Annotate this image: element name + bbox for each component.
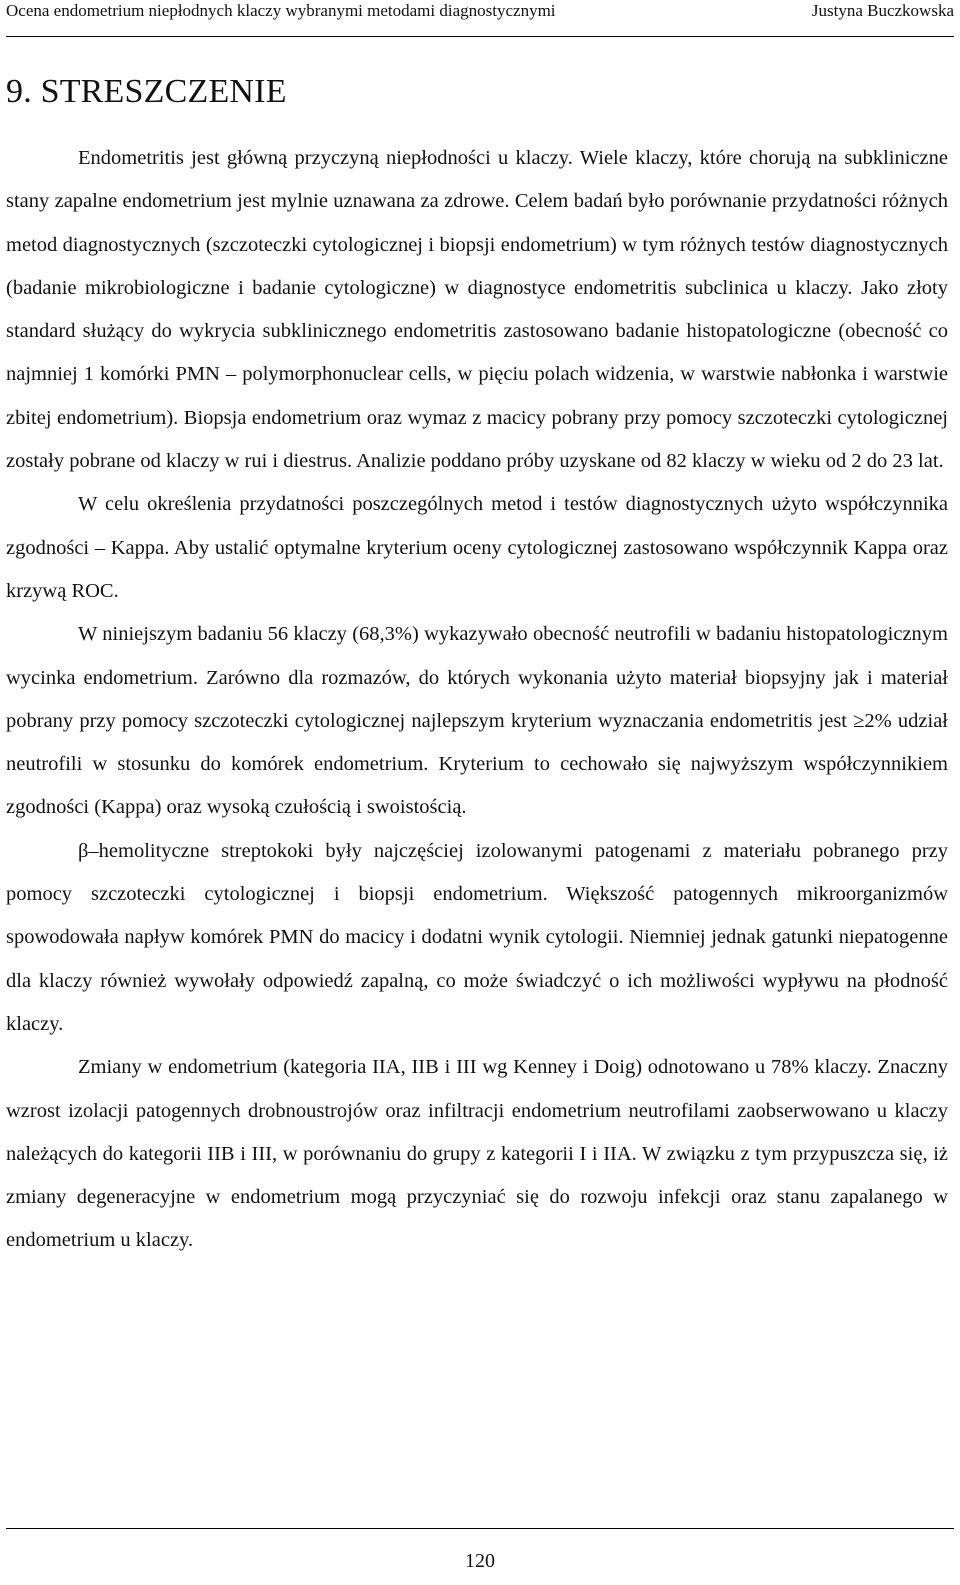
paragraph-4: β–hemolityczne streptokoki były najczęściej izolowanymi patogenami z materiału pobranego przy pomocy szczoteczki cytologicznej i biopsji endometrium. Większość patogennych mikroorganizmów spowodowała napływ komórek PMN do macicy i dodatni wynik cytologii. Niemniej jednak gatunki niepatogenne dla klaczy również wywołały odpowiedź zapalną, co może świadczyć o ich możliwości wypływu na płodność klaczy.	[6, 839, 948, 1035]
paragraph-1: Endometritis jest główną przyczyną niepłodności u klaczy. Wiele klaczy, które chorują na subkliniczne stany zapalne endometrium jest mylnie uznawana za zdrowe. Celem badań było porównanie przydatności różnych metod diagnostycznych (szczoteczki cytologicznej i biopsji endometrium) w tym różnych testów diagnostycznych (badanie mikrobiologiczne i badanie cytologiczne) w diagnostyce endometritis subclinica u klaczy. Jako złoty standard służący do wykrycia subklinicznego endometritis zastosowano badanie histopatologiczne (obecność co najmniej 1 komórki PMN – polymorphonuclear cells, w pięciu polach widzenia, w warstwie nabłonka i warstwie zbitej endometrium). Biopsja endometrium oraz wymaz z macicy pobrany przy pomocy szczoteczki cytologicznej zostały pobrane od klaczy w rui i diestrus. Analizie poddano próby uzyskane od 82 klaczy w wieku od 2 do 23 lat.	[6, 147, 948, 473]
running-header	[6, 0, 954, 37]
abstract-body	[6, 137, 948, 1263]
header-document-title: Ocena endometrium niepłodnych klaczy wybranymi metodami diagnostycznymi	[6, 1, 556, 20]
paragraph-5: Zmiany w endometrium (kategoria IIA, IIB i III wg Kenney i Doig) odnotowano u 78% klaczy. Znaczny wzrost izolacji patogennych drobnoustrojów oraz infiltracji endometrium neutrofilami zaobserwowano u klaczy należących do kategorii IIB i III, w porównaniu do grupy z kategorii I i IIA. W związku z tym przypuszcza się, iż zmiany degeneracyjne w endometrium mogą przyczyniać się do rozwoju infekcji oraz stanu zapalanego w endometrium u klaczy.	[6, 1056, 948, 1252]
page-number: 120	[465, 1550, 495, 1572]
page-footer	[6, 1528, 954, 1572]
paragraph-3: W niniejszym badaniu 56 klaczy (68,3%) wykazywało obecność neutrofili w badaniu histopatologicznym wycinka endometrium. Zarówno dla rozmazów, do których wykonania użyto materiał biopsyjny jak i materiał pobrany przy pomocy szczoteczki cytologicznej najlepszym kryterium wyznaczania endometritis jest ≥2% udział neutrofili w stosunku do komórek endometrium. Kryterium to cechowało się najwyższym współczynnikiem zgodności (Kappa) oraz wysoką czułością i swoistością.	[6, 623, 948, 819]
header-author: Justyna Buczkowska	[811, 1, 954, 20]
paragraph-2: W celu określenia przydatności poszczególnych metod i testów diagnostycznych użyto współczynnika zgodności – Kappa. Aby ustalić optymalne kryterium oceny cytologicznej zastosowano współczynnik Kappa oraz krzywą ROC.	[6, 493, 948, 602]
section-title: 9. STRESZCZENIE	[6, 73, 287, 110]
